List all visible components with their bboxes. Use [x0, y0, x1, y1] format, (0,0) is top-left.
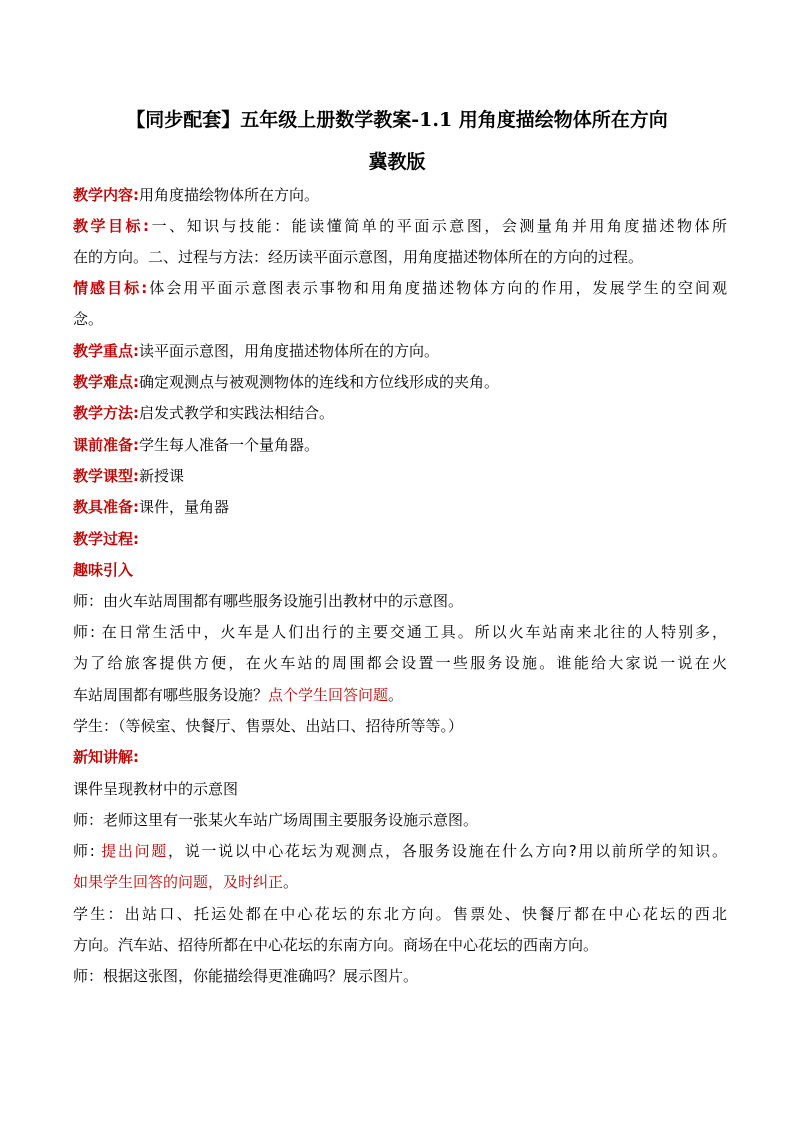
intro-para-line-3	[73, 684, 727, 706]
teaching-goal-line2: 在的方向。二、过程与方法：经历读平面示意图，用角度描述物体所在的方向的过程。	[73, 248, 644, 266]
teaching-goal-label: 教学目标:	[73, 217, 150, 235]
question-line-2-highlight: 如果学生回答的问题，及时纠正	[73, 873, 284, 891]
key-point-label: 教学重点:	[73, 342, 139, 360]
student-answer-1: 学生：（等候室、快餐厅、售票处、出站口、招待所等等。）	[73, 717, 464, 735]
teaching-content-label: 教学内容:	[73, 186, 139, 204]
teaching-goal-line1	[73, 215, 727, 237]
teaching-goal-text-1: 一、知识与技能：能读懂简单的平面示意图，会测量角并用角度描述物体所	[149, 217, 727, 235]
question-line-2	[73, 871, 727, 893]
emotion-goal-text-1: 体会用平面示意图表示事物和用角度描述物体方向的作用，发展学生的空间观	[147, 279, 727, 297]
key-point-text: 读平面示意图，用角度描述物体所在的方向。	[139, 342, 440, 360]
teaching-method	[73, 402, 727, 424]
lesson-type	[73, 465, 727, 487]
teaching-tools-label: 教具准备:	[73, 498, 139, 516]
intro-heading: 趣味引入	[73, 561, 134, 579]
intro-line-1: 师：由火车站周围都有哪些服务设施引出教材中的示意图。	[73, 592, 464, 610]
question-line-2-end: 。	[283, 873, 299, 891]
student-answer-2-line-2: 方向。汽车站、招待所都在中心花坛的东南方向。商场在中心花坛的西南方向。	[73, 936, 599, 954]
class-prep-text: 学生每人准备一个量角器。	[139, 436, 320, 454]
intro-para-line-1: 师: 在日常生活中，火车是人们出行的主要交通工具。所以火车站南来北往的人特别多，	[73, 623, 727, 641]
lesson-type-label: 教学课型:	[73, 467, 139, 485]
difficulty	[73, 371, 727, 393]
question-highlight: 提出问题	[101, 842, 169, 860]
class-prep-label: 课前准备:	[73, 436, 139, 454]
key-point	[73, 340, 727, 362]
student-answer-2-line-1: 学生：出站口、托运处都在中心花坛的东北方向。售票处、快餐厅都在中心花坛的西北	[73, 905, 727, 923]
teaching-tools	[73, 496, 727, 518]
intro-para-highlight: 点个学生回答问题	[268, 686, 389, 704]
document-title: 【同步配套】五年级上册数学教案-1.1 用角度描绘物体所在方向	[126, 109, 668, 131]
intro-para-line-3-end: 。	[388, 686, 404, 704]
new-knowledge-heading: 新知讲解:	[73, 748, 139, 766]
teaching-tools-text: 课件，量角器	[139, 498, 230, 516]
emotion-goal-line2: 念。	[73, 310, 104, 328]
new-line-1: 课件呈现教材中的示意图	[73, 780, 239, 798]
teacher-last-line: 师：根据这张图，你能描绘得更准确吗？展示图片。	[73, 967, 419, 985]
lesson-type-text: 新授课	[139, 467, 185, 485]
intro-para-line-3-text: 车站周围都有哪些服务设施？	[73, 686, 269, 704]
new-line-2: 师：老师这里有一张某火车站广场周围主要服务设施示意图。	[73, 811, 479, 829]
question-prefix: 师:	[73, 842, 102, 860]
class-prep	[73, 434, 727, 456]
emotion-goal-line1	[73, 277, 727, 299]
question-line-1	[73, 840, 727, 862]
difficulty-label: 教学难点:	[73, 373, 139, 391]
intro-para-line-2: 为了给旅客提供方便，在火车站的周围都会设置一些服务设施。谁能给大家说一说在火	[73, 654, 727, 672]
emotion-goal-label: 情感目标:	[73, 279, 148, 297]
teaching-content-text: 用角度描绘物体所在方向。	[139, 186, 320, 204]
teaching-method-text: 启发式教学和实践法相结合。	[139, 404, 335, 422]
document-subtitle: 冀教版	[368, 151, 426, 173]
difficulty-text: 确定观测点与被观测物体的连线和方位线形成的夹角。	[139, 373, 500, 391]
teaching-method-label: 教学方法:	[73, 404, 139, 422]
teaching-content	[73, 184, 727, 206]
question-text: ，说一说以中心花坛为观测点，各服务设施在什么方向?用以前所学的知识。	[168, 842, 727, 860]
process-heading: 教学过程:	[73, 530, 139, 548]
